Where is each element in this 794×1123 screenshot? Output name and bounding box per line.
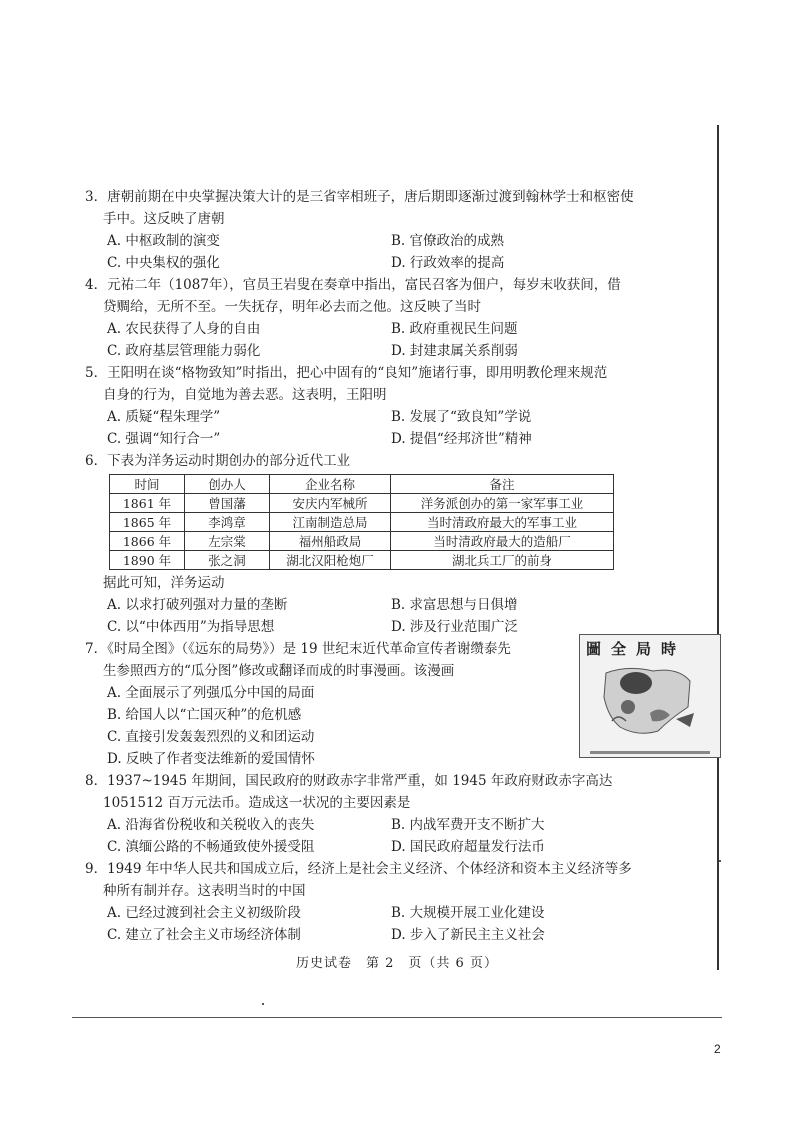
q5-option-b: B. 发展了“致良知”学说 [391, 409, 532, 425]
table-header-row [110, 475, 614, 494]
q3-stem-line1: 3．唐朝前期在中央掌握决策大计的是三省宰相班子，唐后期即逐渐过渡到翰林学士和枢密使 [85, 189, 634, 205]
table-cell: 李鸿章 [185, 513, 270, 532]
q8-options-row2 [85, 836, 725, 858]
q3-option-b: B. 官僚政治的成熟 [391, 233, 505, 249]
table-row [110, 513, 614, 532]
table-cell: 湖北兵工厂的前身 [391, 551, 614, 570]
q6-stem-line2: 据此可知，洋务运动 [103, 575, 225, 591]
q4-option-c: C. 政府基层管理能力弱化 [107, 343, 261, 359]
q3-options-row1 [85, 230, 725, 252]
q5-option-c: C. 强调“知行合一” [107, 431, 221, 447]
q6-option-c: C. 以“中体西用”为指导思想 [107, 619, 275, 635]
q4-option-b: B. 政府重视民生问题 [391, 321, 518, 337]
q7-option-a: A. 全面展示了列强瓜分中国的局面 [107, 685, 315, 701]
q4-option-a: A. 农民获得了人身的自由 [107, 321, 261, 337]
page-footer: 历史试卷 第 2 页（共 6 页） [296, 956, 498, 971]
table-cell: 洋务派创办的第一家军事工业 [391, 494, 614, 513]
scan-speck [262, 1003, 264, 1005]
cartoon-caption [590, 751, 710, 754]
table-cell: 当时清政府最大的军事工业 [391, 513, 614, 532]
q6-industry-table [109, 474, 614, 570]
q5-stem-line1: 5．王阳明在谈“格物致知”时指出，把心中固有的“良知”施诸行事，即用明教伦理来规范 [85, 365, 608, 381]
q5-options-row1 [85, 406, 725, 428]
q7-cartoon-image [579, 634, 721, 758]
q4-option-d: D. 封建隶属关系削弱 [391, 343, 518, 359]
table-header-cell: 企业名称 [270, 475, 391, 494]
q8-option-b: B. 内战军费开支不断扩大 [391, 817, 545, 833]
q6-option-a: A. 以求打破列强对力量的垄断 [107, 597, 288, 613]
table-cell: 福州船政局 [270, 532, 391, 551]
footer-divider [72, 1017, 722, 1018]
table-cell: 张之洞 [185, 551, 270, 570]
q6-option-b: B. 求富思想与日俱增 [391, 597, 518, 613]
q9-option-c: C. 建立了社会主义市场经济体制 [107, 927, 301, 943]
table-cell: 曾国藩 [185, 494, 270, 513]
q3-option-d: D. 行政效率的提高 [391, 255, 505, 271]
q8-option-c: C. 滇缅公路的不畅通致使外援受阻 [107, 839, 315, 855]
cartoon-map-illustration [598, 661, 698, 741]
q8-stem-line2: 1051512 百万元法币。造成这一状况的主要因素是 [103, 795, 411, 811]
q3-option-c: C. 中央集权的强化 [107, 255, 220, 271]
q9-stem-line2: 种所有制并存。这表明当时的中国 [103, 883, 306, 899]
table-row [110, 494, 614, 513]
table-header-cell: 备注 [391, 475, 614, 494]
table-row [110, 532, 614, 551]
q8-option-a: A. 沿海省份税收和关税收入的丧失 [107, 817, 315, 833]
q9-option-b: B. 大规模开展工业化建设 [391, 905, 545, 921]
q7-stem-line1: 7．《时局全图》（《远东的局势》）是 19 世纪末近代革命宣传者谢缵泰先 [85, 641, 511, 657]
q9-option-d: D. 步入了新民主主义社会 [391, 927, 545, 943]
q4-options-row2 [85, 340, 725, 362]
table-cell: 1890 年 [110, 551, 185, 570]
question-list [85, 186, 725, 946]
q9-options-row2 [85, 924, 725, 946]
q9-option-a: A. 已经过渡到社会主义初级阶段 [107, 905, 301, 921]
q9-stem-line1: 9．1949 年中华人民共和国成立后，经济上是社会主义经济、个体经济和资本主义经济等多 [85, 861, 632, 877]
table-row [110, 551, 614, 570]
q5-options-row2 [85, 428, 725, 450]
table-header-cell: 创办人 [185, 475, 270, 494]
q3-stem-line2: 手中。这反映了唐朝 [103, 211, 225, 227]
q8-stem-line1: 8．1937~1945 年期间，国民政府的财政赤字非常严重，如 1945 年政府财政赤字高达 [85, 773, 613, 789]
table-cell: 当时清政府最大的造船厂 [391, 532, 614, 551]
q6-option-d: D. 涉及行业范围广泛 [391, 619, 518, 635]
q3-option-a: A. 中枢政制的演变 [107, 233, 220, 249]
table-header-cell: 时间 [110, 475, 185, 494]
table-cell: 左宗棠 [185, 532, 270, 551]
table-cell: 江南制造总局 [270, 513, 391, 532]
q7-option-b: B. 给国人以“亡国灭种”的危机感 [107, 707, 302, 723]
page-number: 2 [714, 1042, 721, 1056]
q7-option-c: C. 直接引发轰轰烈烈的义和团运动 [107, 729, 315, 745]
scan-speck [719, 860, 721, 862]
q5-option-a: A. 质疑“程朱理学” [107, 409, 221, 425]
table-cell: 1865 年 [110, 513, 185, 532]
q4-stem-line2: 贷赒给，无所不至。一失抚存，明年必去而之他。这反映了当时 [103, 299, 481, 315]
q6-stem-line1: 6．下表为洋务运动时期创办的部分近代工业 [85, 453, 351, 469]
q5-stem-line2: 自身的行为，自觉地为善去恶。这表明，王阳明 [103, 387, 387, 403]
q8-option-d: D. 国民政府超量发行法币 [391, 839, 545, 855]
cartoon-title: 圖全局時 [586, 640, 687, 658]
q4-options-row1 [85, 318, 725, 340]
table-cell: 1861 年 [110, 494, 185, 513]
q8-options-row1 [85, 814, 725, 836]
q5-option-d: D. 提倡“经邦济世”精神 [391, 431, 532, 447]
table-cell: 1866 年 [110, 532, 185, 551]
table-cell: 安庆内军械所 [270, 494, 391, 513]
q4-stem-line1: 4．元祐二年（1087年），官员王岩叟在奏章中指出，富民召客为佃户，每岁末收获间，借 [85, 277, 621, 293]
q9-options-row1 [85, 902, 725, 924]
table-cell: 湖北汉阳枪炮厂 [270, 551, 391, 570]
q7-stem-line2: 生参照西方的“瓜分图”修改或翻译而成的时事漫画。该漫画 [103, 663, 455, 679]
q7-option-d: D. 反映了作者变法维新的爱国情怀 [107, 751, 315, 767]
q3-options-row2 [85, 252, 725, 274]
q6-options-row1 [85, 594, 725, 616]
